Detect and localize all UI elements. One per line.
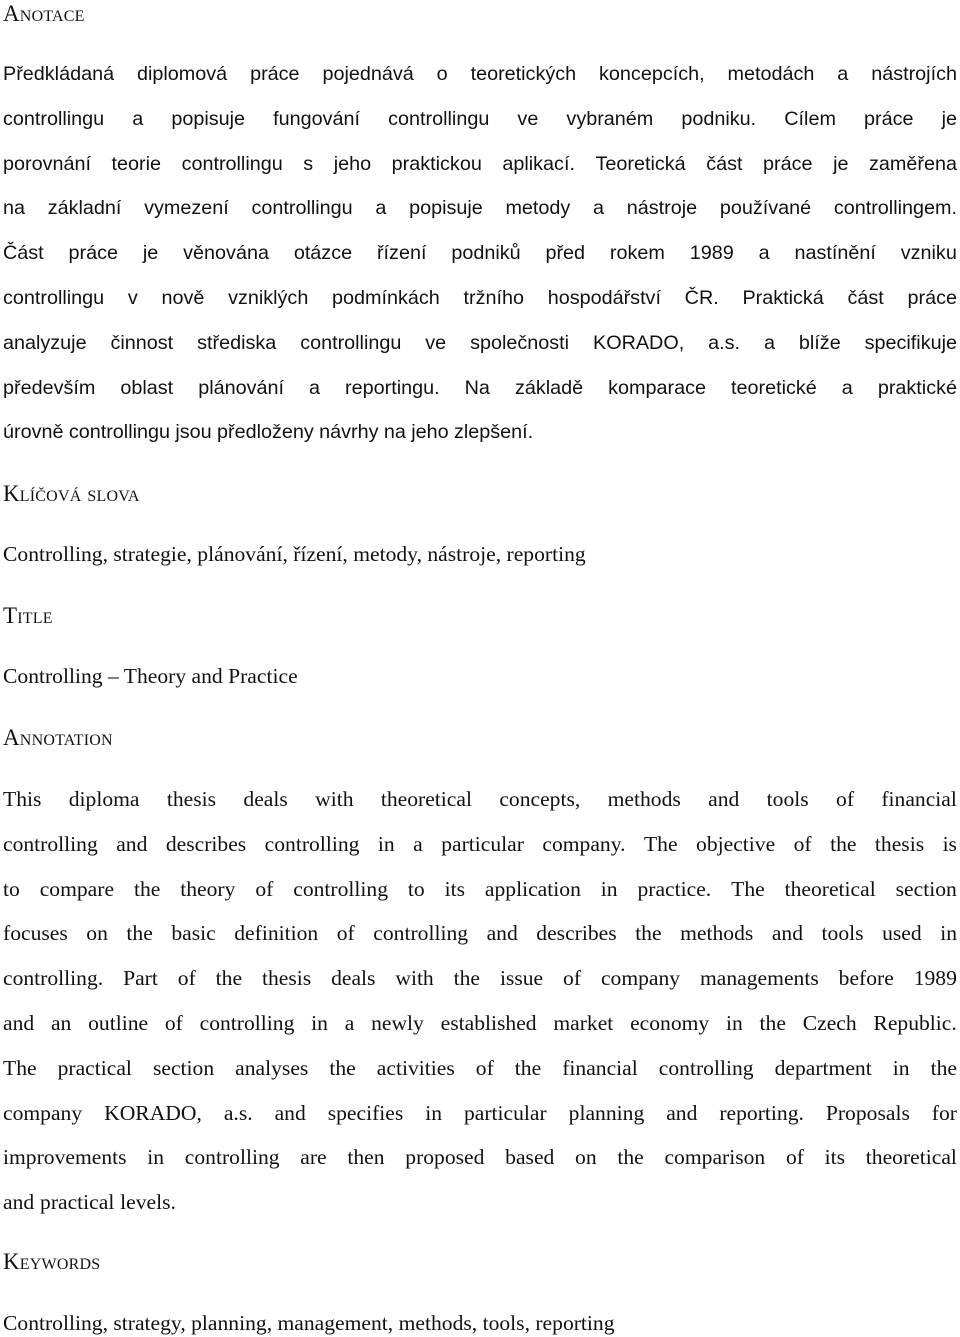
word: jsou [175, 421, 212, 444]
word: company [600, 966, 681, 991]
word: a.s. [708, 331, 741, 354]
word: the [329, 1055, 356, 1080]
word: 1989 [913, 966, 957, 991]
word: controllingu [251, 197, 353, 220]
word: controllingu [3, 107, 105, 130]
word: a [758, 242, 770, 265]
word: company. [542, 831, 626, 856]
word: and [274, 1100, 306, 1125]
word: describes [165, 831, 247, 856]
word: popisuje [171, 107, 246, 130]
annotation-line [3, 867, 957, 912]
word: ve [517, 107, 539, 130]
word: střediska [197, 331, 277, 354]
word: of [255, 876, 274, 901]
anotace-line [3, 186, 957, 231]
word: Republic. [873, 1010, 957, 1035]
word: and [666, 1100, 698, 1125]
word: vybraném [566, 107, 654, 130]
word: nástrojích [871, 63, 957, 85]
word: nástroje [626, 197, 698, 220]
word: controllingu [181, 152, 283, 175]
word: managements [700, 966, 819, 991]
word: the [215, 966, 243, 991]
annotation-line [3, 911, 957, 956]
word: objective [696, 831, 776, 856]
word: tools [821, 921, 864, 946]
word: the [514, 1055, 542, 1080]
word: především [3, 376, 96, 399]
title-text: Controlling – Theory and Practice [3, 664, 298, 688]
keywords-text: Controlling, strategy, planning, management, methods, tools, reporting [3, 1311, 615, 1335]
word: a [413, 831, 423, 856]
word: v [127, 286, 138, 309]
word: in [311, 1010, 328, 1035]
word: its [444, 876, 466, 901]
word: planning [568, 1100, 645, 1125]
word: outline [88, 1010, 149, 1035]
word: on [575, 1145, 597, 1170]
word: controlling [373, 921, 469, 946]
word: basic [171, 921, 216, 946]
word: vymezení [144, 197, 229, 220]
word: the [453, 966, 481, 991]
word: methods [607, 787, 681, 811]
word: práce [68, 242, 119, 265]
annotation-heading: Annotation [3, 725, 113, 750]
word: úrovně [3, 421, 64, 444]
word: in [425, 1100, 443, 1125]
word: thesis [166, 787, 217, 811]
word: based [505, 1145, 555, 1170]
word: The [643, 831, 678, 856]
word: na [3, 197, 26, 220]
word: company [3, 1100, 83, 1125]
anotace-line [3, 231, 957, 276]
word: je [941, 107, 957, 130]
word: particular [441, 831, 524, 856]
word: an [50, 1010, 72, 1035]
word: application [484, 876, 581, 901]
word: established [440, 1010, 537, 1035]
word: the [635, 921, 662, 946]
word: KORADO, [104, 1100, 202, 1125]
word: and [708, 787, 740, 811]
word: KORADO, [593, 331, 685, 354]
word: and [486, 921, 518, 946]
word: vzniku [900, 242, 957, 265]
word: issue [499, 966, 544, 991]
word: department [774, 1055, 872, 1080]
word: in [600, 876, 618, 901]
anotace-heading: Anotace [3, 1, 85, 26]
word: proposed [405, 1145, 485, 1170]
word: controllingu [3, 286, 105, 309]
word: levels. [120, 1190, 176, 1215]
word: jeho [411, 421, 449, 444]
word: hospodářství [547, 286, 661, 309]
word: section [152, 1055, 215, 1080]
word: práce [907, 286, 957, 309]
anotace-line [3, 366, 957, 411]
word: je [142, 242, 159, 265]
word: the [930, 1055, 957, 1080]
word: the [759, 1010, 786, 1035]
word: comparison [664, 1145, 766, 1170]
anotace-line [3, 410, 957, 455]
word: Praktická [742, 286, 824, 309]
word: deals [243, 787, 288, 811]
word: of [164, 1010, 183, 1035]
word: rokem [609, 242, 665, 265]
word: before [838, 966, 894, 991]
word: methods [680, 921, 754, 946]
annotation-line [3, 1180, 957, 1225]
word: market [553, 1010, 614, 1035]
word: o [436, 63, 448, 85]
word: metody [505, 197, 571, 220]
word: describes [536, 921, 617, 946]
word: used [882, 921, 922, 946]
word: of [563, 966, 582, 991]
word: improvements [3, 1145, 127, 1170]
word: the [617, 1145, 644, 1170]
annotation-line [3, 956, 957, 1001]
word: in [377, 831, 395, 856]
word: controllingu [388, 107, 490, 130]
word: Part [123, 966, 158, 991]
word: a.s. [223, 1100, 253, 1125]
word: reporting. [719, 1100, 804, 1125]
word: ve [425, 331, 447, 354]
word: reportingu. [345, 376, 440, 399]
word: theoretical [380, 787, 472, 811]
word: are [300, 1145, 327, 1170]
word: with [395, 966, 434, 991]
word: metodách [727, 63, 815, 85]
word: teorie [111, 152, 162, 175]
word: compare [39, 876, 115, 901]
word: popisuje [409, 197, 483, 220]
word: tools [766, 787, 809, 811]
word: podniků [451, 242, 521, 265]
klicova-slova-heading: Klíčová slova [3, 481, 140, 506]
word: činnost [110, 331, 174, 354]
word: is [942, 831, 957, 856]
word: with [315, 787, 354, 811]
word: the [830, 831, 857, 856]
word: thesis [261, 966, 312, 991]
word: practical [57, 1055, 132, 1080]
word: the [126, 921, 153, 946]
word: diploma [68, 787, 140, 811]
word: definition [234, 921, 319, 946]
title-heading: Title [3, 603, 53, 628]
word: je [833, 152, 849, 175]
word: ČR. [684, 286, 719, 309]
word: na [383, 421, 406, 444]
word: aplikací. [502, 152, 575, 175]
word: controlling [658, 1055, 754, 1080]
anotace-paragraph [3, 52, 957, 455]
word: of [785, 1145, 804, 1170]
word: podniku. [681, 107, 757, 130]
word: controlling [293, 876, 388, 901]
word: před [545, 242, 586, 265]
word: zlepšení. [453, 421, 534, 444]
word: Část [3, 242, 44, 265]
word: specifikuje [864, 331, 957, 354]
anotace-line [3, 97, 957, 142]
word: a [309, 376, 321, 399]
word: practical [40, 1190, 115, 1215]
word: of [336, 921, 355, 946]
word: controlling. [3, 966, 104, 991]
word: in [725, 1010, 743, 1035]
word: specifies [327, 1100, 404, 1125]
word: of [177, 966, 196, 991]
word: to [407, 876, 425, 901]
keywords-heading: Keywords [3, 1249, 101, 1274]
word: theory [180, 876, 236, 901]
word: základní [47, 197, 122, 220]
word: praktickou [391, 152, 482, 175]
word: diplomová [136, 63, 228, 85]
anotace-line [3, 142, 957, 187]
word: práce [250, 63, 300, 85]
word: předloženy [216, 421, 314, 444]
word: komparace [608, 376, 706, 399]
word: section [895, 876, 957, 901]
word: otázce [293, 242, 353, 265]
word: společnosti [470, 331, 570, 354]
anotace-line [3, 52, 957, 97]
word: concepts, [499, 787, 581, 811]
word: řízení [376, 242, 427, 265]
word: in [940, 921, 957, 946]
word: in [892, 1055, 910, 1080]
word: a [841, 376, 853, 399]
word: analyzuje [3, 331, 87, 354]
word: nově [161, 286, 205, 309]
word: on [86, 921, 108, 946]
word: Cílem [784, 107, 836, 130]
word: 1989 [689, 242, 734, 265]
word: a [132, 107, 144, 130]
word: then [347, 1145, 385, 1170]
annotation-paragraph [3, 777, 957, 1225]
word: plánování [198, 376, 284, 399]
word: of [836, 787, 855, 811]
annotation-line [3, 1046, 957, 1091]
word: tržního [463, 286, 524, 309]
word: controlling [3, 831, 98, 856]
word: porovnání [3, 152, 91, 175]
word: The [731, 876, 765, 901]
word: Proposals [825, 1100, 910, 1125]
annotation-line [3, 1001, 957, 1046]
word: teoretických [470, 63, 577, 85]
word: část [706, 152, 743, 175]
word: This [3, 787, 42, 811]
word: focuses [3, 921, 68, 946]
annotation-line [3, 1135, 957, 1180]
word: praktické [877, 376, 957, 399]
word: a [837, 63, 849, 85]
word: Czech [802, 1010, 857, 1035]
word: newly [371, 1010, 424, 1035]
word: practice. [637, 876, 712, 901]
annotation-line [3, 1091, 957, 1136]
word: deals [331, 966, 376, 991]
word: Teoretická [595, 152, 686, 175]
annotation-line [3, 822, 957, 867]
word: The [3, 1055, 37, 1080]
word: věnována [183, 242, 269, 265]
word: theoretical [784, 876, 876, 901]
word: používané [719, 197, 812, 220]
word: základě [514, 376, 584, 399]
word: its [824, 1145, 846, 1170]
word: financial [881, 787, 957, 811]
word: of [793, 831, 812, 856]
word: thesis [874, 831, 925, 856]
word: controllingem. [833, 197, 957, 220]
word: koncepcích, [599, 63, 705, 85]
word: the [133, 876, 161, 901]
word: práce [763, 152, 813, 175]
word: and [116, 831, 148, 856]
word: zaměřena [869, 152, 957, 175]
word: a [344, 1010, 355, 1035]
word: of [475, 1055, 494, 1080]
word: controllingu [300, 331, 402, 354]
word: jeho [333, 152, 372, 175]
word: particular [463, 1100, 547, 1125]
word: teoretické [731, 376, 817, 399]
klicova-slova-text: Controlling, strategie, plánování, řízení, metody, nástroje, reporting [3, 542, 586, 566]
word: podmínkách [332, 286, 440, 309]
word: controlling [264, 831, 360, 856]
word: controlling [199, 1010, 295, 1035]
word: Předkládaná [3, 63, 115, 85]
word: pojednává [322, 63, 414, 85]
word: to [3, 876, 20, 901]
word: and [771, 921, 804, 946]
word: vzniklých [228, 286, 309, 309]
annotation-line [3, 777, 957, 822]
word: financial [562, 1055, 638, 1080]
word: and [3, 1190, 35, 1215]
anotace-line [3, 276, 957, 321]
word: fungování [273, 107, 361, 130]
word: část [847, 286, 884, 309]
word: nastínění [794, 242, 876, 265]
word: oblast [120, 376, 174, 399]
word: in [147, 1145, 165, 1170]
word: návrhy [319, 421, 379, 444]
word: a [593, 197, 605, 220]
word: a [375, 197, 387, 220]
word: blíže [798, 331, 841, 354]
word: controllingu [68, 421, 170, 444]
word: economy [630, 1010, 710, 1035]
word: práce [864, 107, 914, 130]
word: a [763, 331, 775, 354]
word: controlling [184, 1145, 280, 1170]
word: analyses [235, 1055, 309, 1080]
word: for [931, 1100, 957, 1125]
word: s [303, 152, 314, 175]
word: Na [464, 376, 490, 399]
word: activities [376, 1055, 455, 1080]
anotace-line [3, 321, 957, 366]
word: theoretical [865, 1145, 957, 1170]
word: and [3, 1010, 35, 1035]
